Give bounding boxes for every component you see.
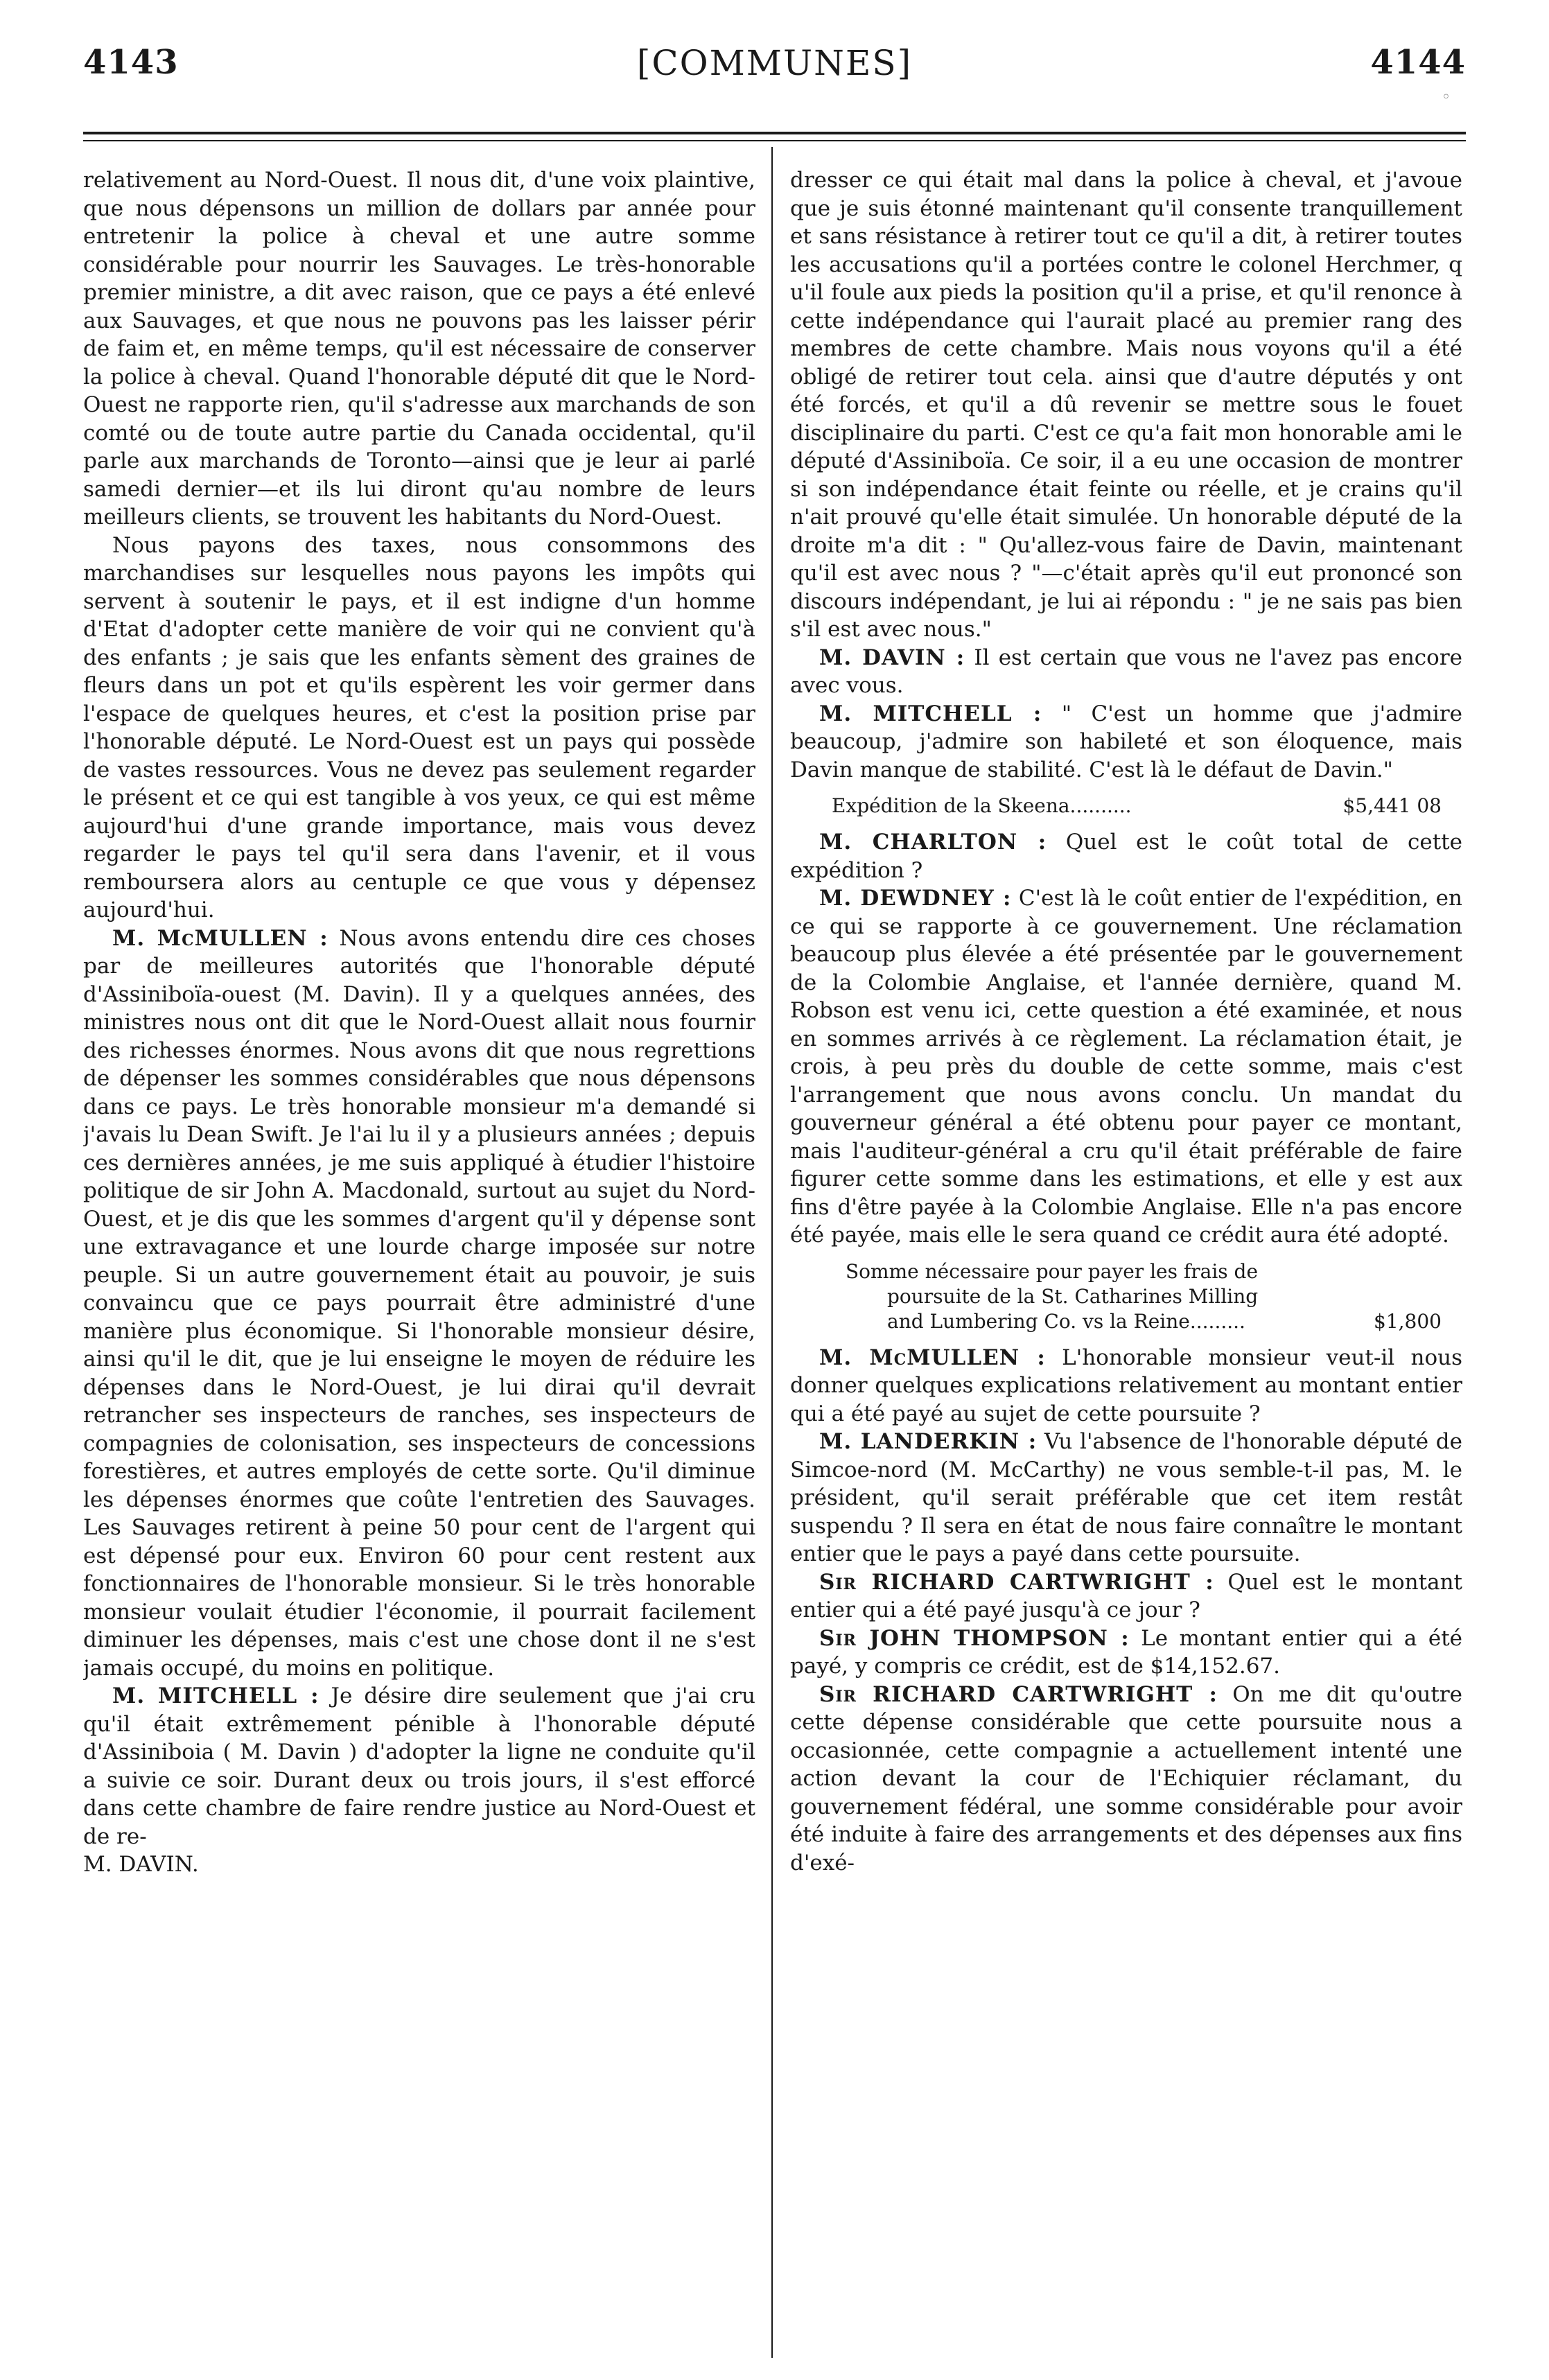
speaker-name: M. MITCHELL :	[112, 1683, 320, 1708]
paragraph: Nous payons des taxes, nous consommons des marchandises sur lesquelles nous payons les impôts qui servent à soutenir le pays, et il est indigne d'un homme d'Etat d'adopter cette manière de voir qui ne convient qu'à des enfants ; je sais que les enfants sèment des graines de fleurs dans un pot et qu'ils espèrent les voir germer dans l'espace de quelques heures, et c'est la position prise par l'honorable député. Le Nord-Ouest est un pays qui possède de vastes ressources. Vous ne devez pas seulement regarder le présent et ce qui est tangible à vos yeux, ce qui est même aujourd'hui d'une grande importance, mais vous devez regarder le pays tel qu'il sera dans l'avenir, et il vous remboursera alors au centuple ce que vous y dépensez aujourd'hui.	[83, 532, 755, 922]
speech	[790, 1344, 1462, 1428]
speech-text: " C'est un homme que j'admire beaucoup, j'admire son habileté et son éloquence, mais Davin manque de stabilité. C'est là le défaut de Davin."	[790, 701, 1462, 782]
speaker-name: M. DEWDNEY :	[819, 886, 1012, 911]
left-column	[83, 166, 755, 2350]
speech-text: Quel est le coût total de cette expédition ?	[790, 830, 1462, 883]
estimate-label-line	[846, 1309, 1462, 1334]
speaker-name: M. MITCHELL :	[819, 701, 1042, 726]
speech	[790, 1681, 1462, 1878]
speech	[790, 1428, 1462, 1568]
speech	[790, 644, 1462, 700]
speaker-name: M. DAVIN :	[819, 645, 965, 670]
estimate-entry	[846, 1259, 1462, 1334]
speech-text: C'est là le coût entier de l'expédition, en ce qui se rapporte à ce gouvernement. Une réclamation beaucoup plus élevée a été présentée par le gouvernement de la Colombie Anglaise, et l'année dernière, quand M. Robson est venu ici, cette question a été examinée, et nous en sommes arrivés à ce règlement. La réclamation était, je crois, à peu près du double de cette somme, mais c'est l'arrangement que nous avons conclu. Un mandat du gouverneur général a été obtenu pour payer ce montant, mais l'auditeur-général a cru qu'il était préférable de faire figurer cette somme dans les estimations, et elle y est aux fins d'être payée à la Colombie Anglaise. Elle n'a pas encore été payée, mais elle le sera quand ce crédit aura été adopté.	[790, 886, 1462, 1248]
speech-text: On me dit qu'outre cette dépense considérable que cette poursuite nous a occasionnée, cette compagnie a actuellement intenté une action devant la cour de l'Echiquier réclamant, du gouvernement fédéral, une somme considérable pour avoir été induite à faire des arrangements et des dépenses aux fins d'exé-	[790, 1681, 1462, 1875]
running-title: [COMMUNES]	[636, 43, 913, 83]
estimate-label: Expédition de la Skeena..........	[832, 794, 1132, 817]
estimate-amount: $5,441 08	[1342, 794, 1442, 817]
paragraph: dresser ce qui était mal dans la police à cheval, et j'avoue que je suis étonné maintenant qu'il consente tranquillement et sans résistance à retirer tout ce qu'il a dit, à retirer toutes les accusations qu'il a portées contre le colonel Herchmer, q u'il foule aux pieds la position qu'il a prise, et qu'il renonce à cette indépendance qui l'aurait placé au premier rang des membres de cette chambre. Mais nous voyons qu'il a été obligé de retirer tout cela. ainsi que d'autre députés y ont été forcés, et qu'il a dû revenir se mettre sous le fouet disciplinaire du parti. C'est ce qu'a fait mon honorable ami le député d'Assiniboïa. Ce soir, il a eu une occasion de montrer si son indépendance était feinte ou réelle, et je crains qu'il n'ait prouvé qu'elle était simulée. Un honorable député de la droite m'a dit : " Qu'allez-vous faire de Davin, maintenant qu'il est avec nous ? "—c'était après qu'il eut prononcé son discours indépendant, je lui ai répondu : " je ne sais pas bien s'il est avec nous."	[790, 168, 1462, 642]
speech	[790, 884, 1462, 1250]
speech-text: Nous avons entendu dire ces choses par de meilleures autorités que l'honorable député d'Assiniboïa-ouest (M. Davin). Il y a quelques années, des ministres nous ont dit que le Nord-Ouest allait nous fournir des richesses énormes. Nous avons dit que nous regrettions de dépenser les sommes considérables que nous dépensons dans ce pays. Le très honorable monsieur m'a demandé si j'avais lu Dean Swift. Je l'ai lu il y a plusieurs années ; depuis ces dernières années, je me suis appliqué à étudier l'histoire politique de sir John A. Macdonald, surtout au sujet du Nord-Ouest, et je dis que les sommes d'argent qu'il y dépense sont une extravagance et une lourde charge imposée sur notre peuple. Si un autre gouvernement était au pouvoir, je suis convaincu que ce pays pourrait être administré d'une manière plus économique. Si l'honorable monsieur désire, ainsi qu'il le dit, que je lui enseigne le moyen de réduire les dépenses dans le Nord-Ouest, je lui dirai qu'il devrait retrancher ses inspecteurs de ranches, ses inspecteurs de compagnies de colonisation, ses inspecteurs de concessions forestières, et autres employés de cette sorte. Qu'il diminue les dépenses énormes que coûte l'entretien des Sauvages. Les Sauvages retirent à peine 50 pour cent de l'argent qui est dépensé pour eux. Environ 60 pour cent restent aux fonctionnaires de l'honorable monsieur. Si le très honorable monsieur voulait étudier l'économie, il pourrait facilement diminuer les dépenses, mais c'est une chose dont il ne s'est jamais occupé, du moins en politique.	[83, 925, 755, 1681]
speech-text: Il est certain que vous ne l'avez pas encore avec vous.	[790, 645, 1462, 698]
paragraph: relativement au Nord-Ouest. Il nous dit, d'une voix plaintive, que nous dépensons un million de dollars par année pour entretenir la police à cheval et une autre somme considérable pour nourrir les Sauvages. Le très-honorable premier ministre, a dit avec raison, que ce pays a été enlevé aux Sauvages, et que nous ne pouvons pas les laisser périr de faim et, en même temps, qu'il est nécessaire de conserver la police à cheval. Quand l'honorable député dit que le Nord-Ouest ne rapporte rien, qu'il s'adresse aux marchands de son comté ou de toute autre partie du Canada occidental, qu'il parle aux marchands de Toronto—ainsi que je leur ai parlé samedi dernier—et ils lui diront qu'au nombre de leurs meilleurs clients, se trouvent les habitants du Nord-Ouest.	[83, 168, 755, 530]
speech-text: Vu l'absence de l'honorable député de Simcoe-nord (M. McCarthy) ne vous semble-t-il pas, M. le président, qu'il serait préférable que cet item restât suspendu ? Il sera en état de nous faire connaître le montant entier que le pays a payé dans cette poursuite.	[790, 1429, 1462, 1566]
speaker-name: Sir RICHARD CARTWRIGHT :	[819, 1681, 1218, 1707]
right-column	[790, 166, 1462, 2350]
speech	[790, 828, 1462, 884]
speech	[83, 925, 755, 1683]
header-rule-thin	[83, 140, 1466, 141]
page-number-right: 4144	[1370, 43, 1466, 82]
estimate-label-line-text: and Lumbering Co. vs la Reine.........	[887, 1309, 1245, 1333]
header-rule-thick	[83, 132, 1466, 134]
speech	[790, 700, 1462, 785]
speaker-name: Sir JOHN THOMPSON :	[819, 1625, 1130, 1651]
speaker-name: M. LANDERKIN :	[819, 1429, 1038, 1454]
speaker-name: M. McMULLEN :	[819, 1345, 1046, 1370]
speech-text: Quel est le montant entier qui a été payé jusqu'à ce jour ?	[790, 1569, 1462, 1622]
speech	[83, 1682, 755, 1850]
speaker-name: M. McMULLEN :	[112, 925, 329, 951]
page-header	[83, 43, 1466, 91]
speaker-name: M. CHARLTON :	[819, 830, 1047, 855]
estimate-entry	[832, 794, 1462, 819]
speech-text: Je désire dire seulement que j'ai cru qu'il était extrêmement pénible à l'honorable député d'Assiniboia ( M. Davin ) d'adopter la ligne ne conduite qu'il a suivie ce soir. Durant deux ou trois jours, il s'est efforcé dans cette chambre de faire rendre justice au Nord-Ouest et de re-	[83, 1683, 755, 1849]
column-footer: M. DAVIN.	[83, 1852, 199, 1877]
speech	[790, 1625, 1462, 1681]
estimate-label-line: poursuite de la St. Catharines Milling	[887, 1284, 1259, 1308]
page-number-left: 4143	[83, 43, 179, 82]
corner-mark: ◦	[1442, 89, 1451, 106]
speech-text: Le montant entier qui a été payé, y compris ce crédit, est de $14,152.67.	[790, 1625, 1462, 1679]
column-divider	[771, 147, 773, 2358]
speech-text: L'honorable monsieur veut-il nous donner quelques explications relativement au montant entier qui a été payé au sujet de cette poursuite ?	[790, 1345, 1462, 1426]
speaker-name: Sir RICHARD CARTWRIGHT :	[819, 1569, 1214, 1595]
estimate-amount: $1,800	[1374, 1309, 1442, 1333]
speech	[790, 1568, 1462, 1625]
estimate-label-line: Somme nécessaire pour payer les frais de	[846, 1259, 1259, 1283]
